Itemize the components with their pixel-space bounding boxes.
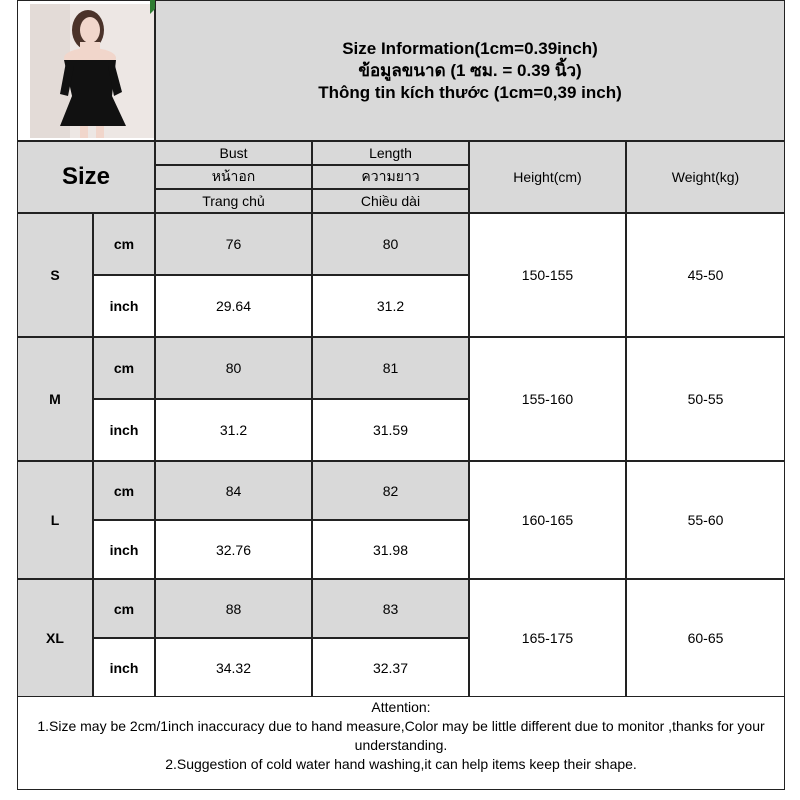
unit-inch: inch [93,520,155,579]
bust-cm-s: 76 [155,213,312,275]
attention-notes [17,696,785,790]
notes-line-2: 2.Suggestion of cold water hand washing,it can help items keep their shape. [165,756,637,772]
height-xl: 165-175 [469,579,626,697]
unit-cm: cm [93,579,155,638]
height-header: Height(cm) [469,141,626,213]
unit-inch: inch [93,638,155,697]
bust-inch-m: 31.2 [155,399,312,461]
weight-l: 55-60 [626,461,785,579]
length-header-vi: Chiều dài [312,189,469,213]
unit-cm: cm [93,337,155,399]
length-cm-m: 81 [312,337,469,399]
height-l: 160-165 [469,461,626,579]
product-photo [30,4,154,138]
bust-inch-xl: 34.32 [155,638,312,697]
notes-line-1b: understanding. [354,737,448,753]
length-inch-l: 31.98 [312,520,469,579]
length-cm-s: 80 [312,213,469,275]
size-label-xl: XL [17,579,93,697]
length-inch-m: 31.59 [312,399,469,461]
weight-m: 50-55 [626,337,785,461]
length-header-en: Length [312,141,469,165]
bust-inch-s: 29.64 [155,275,312,337]
bust-header-en: Bust [155,141,312,165]
size-label-l: L [17,461,93,579]
unit-inch: inch [93,275,155,337]
size-header: Size [17,141,155,213]
length-inch-s: 31.2 [312,275,469,337]
bust-cm-m: 80 [155,337,312,399]
weight-s: 45-50 [626,213,785,337]
title-vi: Thông tin kích thước (1cm=0,39 inch) [318,82,622,102]
bust-cm-xl: 88 [155,579,312,638]
length-header-th: ความยาว [312,165,469,189]
bust-header-vi: Trang chủ [155,189,312,213]
length-cm-l: 82 [312,461,469,520]
length-inch-xl: 32.37 [312,638,469,697]
length-cm-xl: 83 [312,579,469,638]
notes-heading: Attention: [371,699,431,715]
title-th: ข้อมูลขนาด (1 ซม. = 0.39 นิ้ว) [358,60,582,80]
unit-cm: cm [93,461,155,520]
bust-inch-l: 32.76 [155,520,312,579]
title-block [155,0,785,141]
height-s: 150-155 [469,213,626,337]
bust-header-th: หน้าอก [155,165,312,189]
size-label-s: S [17,213,93,337]
notes-line-1: 1.Size may be 2cm/1inch inaccuracy due to hand measure,Color may be little different due to monitor ,thanks for your [37,718,765,734]
weight-header: Weight(kg) [626,141,785,213]
weight-xl: 60-65 [626,579,785,697]
unit-inch: inch [93,399,155,461]
bust-cm-l: 84 [155,461,312,520]
title-en: Size Information(1cm=0.39inch) [342,38,598,58]
height-m: 155-160 [469,337,626,461]
size-label-m: M [17,337,93,461]
unit-cm: cm [93,213,155,275]
